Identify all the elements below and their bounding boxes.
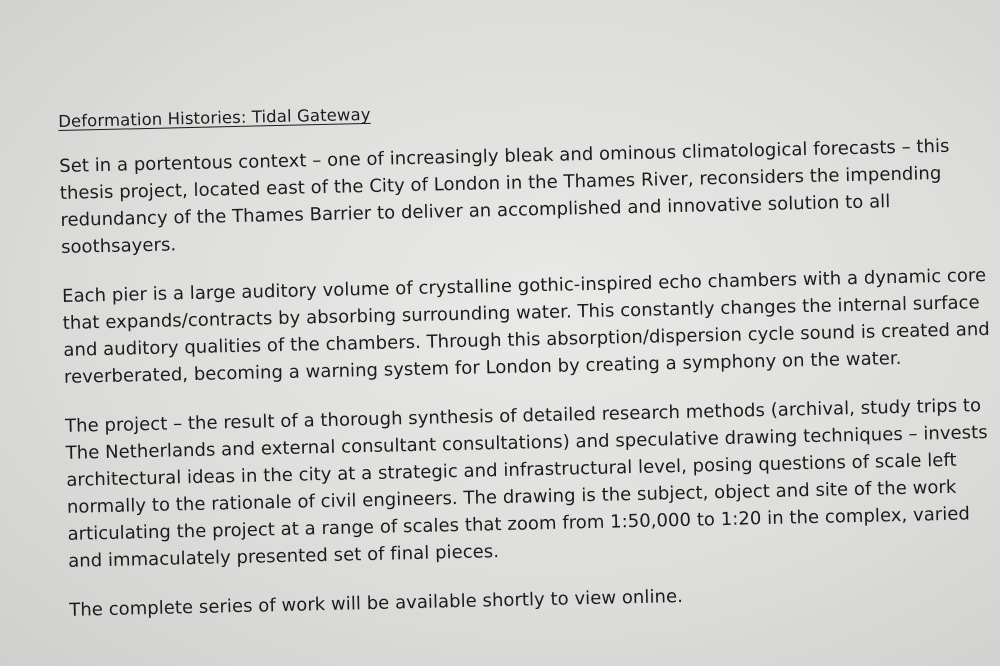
document-panel xyxy=(58,91,1000,646)
document-title: Deformation Histories: Tidal Gateway xyxy=(58,104,371,131)
paragraph-context: Set in a portentous context – one of increasingly bleak and ominous climatological forecasts – this thesis project, located east of the City of London in the Thames River, reconsiders the impending redundancy of the Thames Barrier to deliver an accomplished and innovative solution to all soothsayers. xyxy=(58,135,950,258)
paragraph-project: The project – the result of a thorough synthesis of detailed research methods (archival, study trips to The Netherlands and external consultant consultations) and speculative drawing techniques – invests architectural ideas in the city at a strategic and infrastructural level, posing questions of scale left normally to the rationale of civil engineers. The drawing is the subject, object and site of the work articulating the project at a range of scales that zoom from 1:50,000 to 1:20 in the complex, varied and immaculately presented set of final pieces. xyxy=(64,395,988,572)
paragraph-pier: Each pier is a large auditory volume of crystalline gothic-inspired echo chambers with a dynamic core that expands/contracts by absorbing surrounding water. This constantly changes the internal surface and auditory qualities of the chambers. Through this absorption/dispersion cycle sound is created and reverberated, becoming a warning system for London by creating a symphony on the water. xyxy=(61,264,991,388)
paragraph-online-note: The complete series of work will be available shortly to view online. xyxy=(69,585,684,621)
